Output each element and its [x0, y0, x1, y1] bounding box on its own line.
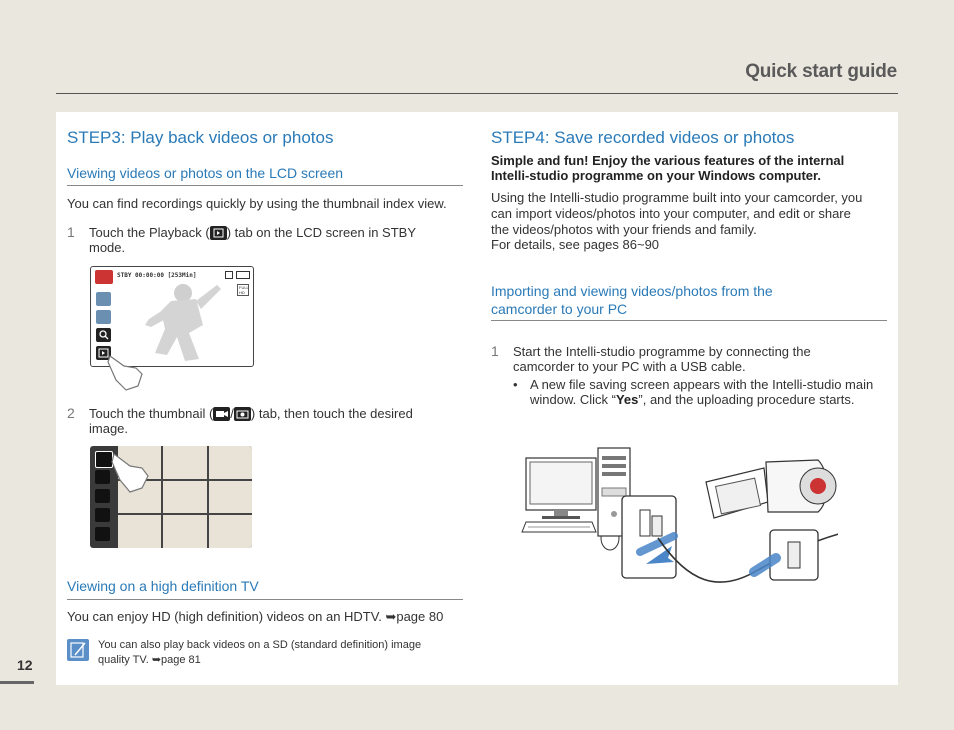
header-rule [56, 93, 898, 94]
section-rule [491, 320, 887, 321]
thumbnail[interactable] [163, 515, 206, 548]
step4-title: STEP4: Save recorded videos or photos [491, 128, 795, 147]
step1-text-line2: mode. [89, 240, 126, 255]
lead-line2: Intelli-studio programme on your Windows computer. [491, 168, 821, 183]
page-number: 12 [17, 657, 33, 673]
step2-text-a: Touch the thumbnail ( [89, 406, 214, 421]
step2-text [89, 406, 413, 422]
import-step1-line2: camcorder to your PC with a USB cable. [513, 359, 746, 374]
thumbnail[interactable] [163, 446, 206, 479]
step1-text-a: Touch the Playback ( [89, 225, 210, 240]
body-line3: the videos/photos with your friends and family. [491, 222, 757, 237]
body-line1: Using the Intelli-studio programme built into your camcorder, you [491, 190, 863, 205]
zoom-button[interactable] [96, 328, 111, 342]
bullet-line1: A new file saving screen appears with the Intelli-studio main [530, 377, 874, 392]
section-hdtv-title: Viewing on a high definition TV [67, 578, 259, 594]
hdtv-text [67, 609, 443, 625]
importing-title-line2: camcorder to your PC [491, 301, 628, 317]
step2-text-b: ) tab, then touch the desired [250, 406, 413, 421]
camcorder-icon [706, 460, 836, 518]
import-step1-line1: Start the Intelli-studio programme by connecting the [513, 344, 811, 359]
magnifier-icon [96, 328, 111, 342]
yes-label: Yes [615, 392, 639, 407]
thumbnail[interactable] [209, 446, 252, 479]
lead-line1: Simple and fun! Enjoy the various features of the internal [491, 153, 845, 168]
touch-hand-icon [106, 352, 148, 392]
bullet-line2-b: ”, and the uploading procedure starts. [638, 392, 855, 407]
pc-usb-port-zoom [622, 496, 676, 578]
note-line2: quality TV. ➥page 81 [98, 654, 201, 666]
step-number: 1 [491, 343, 499, 359]
slash: / [230, 406, 234, 421]
photo-tab-button[interactable] [96, 310, 111, 324]
playback-icon [210, 226, 227, 240]
more-icon[interactable] [95, 527, 110, 541]
step1-text-b: ) tab on the LCD screen in STBY [226, 225, 416, 240]
intro-text: You can find recordings quickly by using the thumbnail index view. [67, 196, 447, 211]
camcorder-usb-port-zoom [754, 530, 818, 580]
note-line1: You can also play back videos on a SD (standard definition) image [98, 639, 422, 651]
section-lcd-title: Viewing videos or photos on the LCD screen [67, 165, 344, 181]
thumbnail[interactable] [209, 515, 252, 548]
keyboard-icon [522, 522, 596, 532]
lcd-status: STBY 00:00:00 [253Min] [117, 272, 197, 279]
section-rule [67, 185, 463, 186]
note-icon [67, 639, 89, 661]
thumbnail[interactable] [163, 481, 206, 514]
body-line4: For details, see pages 86~90 [491, 237, 660, 252]
thumbnail[interactable] [118, 515, 161, 548]
dancer-silhouette [141, 275, 231, 363]
video-tab-button[interactable] [96, 292, 111, 306]
guide-title: Quick start guide [745, 61, 897, 82]
step3-title: STEP3: Play back videos or photos [67, 128, 334, 147]
content-panel [56, 112, 898, 685]
step1-text [89, 225, 416, 241]
record-mode-icon [95, 270, 113, 284]
hdtv-text-content: You can enjoy HD (high definition) videos on an HDTV. ➥page 80 [67, 609, 444, 624]
touch-hand-icon [108, 450, 154, 496]
bullet-line2 [530, 392, 854, 408]
bullet-line2-a: window. Click “ [530, 392, 616, 407]
step2-text-line2: image. [89, 421, 129, 436]
video-thumbnail-icon [213, 407, 230, 421]
body-line2: can import videos/photos into your computer, and edit or share [491, 206, 851, 221]
trash-icon[interactable] [95, 508, 110, 522]
pc-camcorder-illustration [518, 442, 838, 592]
section-rule [67, 599, 463, 600]
battery-icon [236, 271, 250, 279]
step-number: 2 [67, 405, 75, 421]
bullet-mark: • [513, 377, 518, 392]
page-number-bar [0, 681, 34, 684]
fullhd-badge: FULL HD [239, 285, 249, 295]
step-number: 1 [67, 224, 75, 240]
photo-thumbnail-icon [234, 407, 251, 421]
monitor-icon [526, 458, 596, 519]
thumbnail[interactable] [209, 481, 252, 514]
importing-title-line1: Importing and viewing videos/photos from the [491, 283, 773, 299]
